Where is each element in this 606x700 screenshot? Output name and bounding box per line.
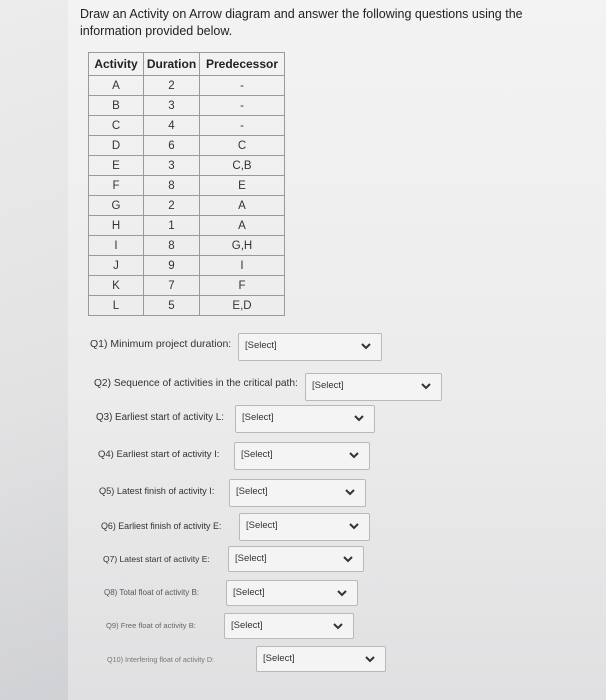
activity-table: [88, 52, 285, 316]
question-3-dropdown[interactable]: [235, 405, 375, 433]
cell-duration: 8: [144, 176, 200, 196]
table-row: [89, 196, 285, 216]
cell-activity: J: [89, 256, 144, 276]
cell-duration: 4: [144, 116, 200, 136]
chevron-down-icon: [347, 519, 361, 533]
cell-activity: H: [89, 216, 144, 236]
cell-activity: F: [89, 176, 144, 196]
cell-predecessor: A: [200, 216, 285, 236]
header-duration: Duration: [144, 53, 200, 76]
cell-activity: D: [89, 136, 144, 156]
cell-activity: A: [89, 76, 144, 96]
cell-predecessor: E,D: [200, 296, 285, 316]
cell-duration: 1: [144, 216, 200, 236]
table-row: [89, 136, 285, 156]
cell-duration: 2: [144, 196, 200, 216]
instructions-text: Draw an Activity on Arrow diagram and answer the following questions using the information provided below.: [80, 7, 523, 38]
question-8-label: Q8) Total float of activity B:: [104, 588, 200, 597]
question-8-value: [Select]: [233, 587, 265, 598]
question-9-value: [Select]: [231, 620, 263, 631]
question-7-dropdown[interactable]: [228, 546, 364, 572]
question-5-label: Q5) Latest finish of activity I:: [99, 486, 215, 496]
cell-duration: 7: [144, 276, 200, 296]
question-4-dropdown[interactable]: [234, 442, 370, 470]
table-row: [89, 76, 285, 96]
cell-predecessor: A: [200, 196, 285, 216]
question-1-label: Q1) Minimum project duration:: [90, 338, 232, 350]
cell-predecessor: F: [200, 276, 285, 296]
question-8-dropdown[interactable]: [226, 580, 358, 606]
table-row: [89, 176, 285, 196]
question-2-dropdown[interactable]: [305, 373, 442, 401]
question-9-dropdown[interactable]: [224, 613, 354, 639]
cell-predecessor: C,B: [200, 156, 285, 176]
question-10-dropdown[interactable]: [256, 646, 386, 672]
table-row: [89, 236, 285, 256]
chevron-down-icon: [347, 448, 361, 462]
table-row: [89, 116, 285, 136]
table-row: [89, 256, 285, 276]
cell-duration: 5: [144, 296, 200, 316]
cell-activity: C: [89, 116, 144, 136]
cell-predecessor: -: [200, 116, 285, 136]
question-6-label: Q6) Earliest finish of activity E:: [101, 521, 222, 531]
chevron-down-icon: [359, 339, 373, 353]
cell-duration: 9: [144, 256, 200, 276]
table-header-row: [89, 53, 285, 76]
table-row: [89, 276, 285, 296]
cell-activity: E: [89, 156, 144, 176]
question-5-dropdown[interactable]: [229, 479, 366, 507]
question-7-label: Q7) Latest start of activity E:: [103, 554, 210, 564]
question-2-label: Q2) Sequence of activities in the critical path:: [94, 378, 298, 389]
cell-predecessor: E: [200, 176, 285, 196]
cell-duration: 3: [144, 156, 200, 176]
chevron-down-icon: [352, 411, 366, 425]
chevron-down-icon: [331, 619, 345, 633]
cell-duration: 3: [144, 96, 200, 116]
question-10-value: [Select]: [263, 653, 295, 664]
cell-predecessor: G,H: [200, 236, 285, 256]
question-6-dropdown[interactable]: [239, 513, 370, 541]
question-2-value: [Select]: [312, 380, 344, 391]
cell-duration: 2: [144, 76, 200, 96]
chevron-down-icon: [419, 379, 433, 393]
table-row: [89, 96, 285, 116]
header-activity: Activity: [89, 53, 144, 76]
cell-predecessor: -: [200, 96, 285, 116]
question-3-label: Q3) Earliest start of activity L:: [96, 412, 224, 423]
question-7-value: [Select]: [235, 553, 267, 564]
cell-predecessor: -: [200, 76, 285, 96]
table-row: [89, 216, 285, 236]
question-1-value: [Select]: [245, 340, 277, 351]
cell-activity: L: [89, 296, 144, 316]
cell-activity: K: [89, 276, 144, 296]
question-1-dropdown[interactable]: [238, 333, 382, 361]
chevron-down-icon: [341, 552, 355, 566]
question-4-value: [Select]: [241, 449, 273, 460]
chevron-down-icon: [343, 485, 357, 499]
question-5-value: [Select]: [236, 486, 268, 497]
chevron-down-icon: [335, 586, 349, 600]
question-4-label: Q4) Earliest start of activity I:: [98, 449, 220, 460]
question-10-label: Q10) Interfering float of activity D:: [107, 655, 215, 664]
header-predecessor: Predecessor: [200, 53, 285, 76]
cell-predecessor: C: [200, 136, 285, 156]
cell-activity: B: [89, 96, 144, 116]
table-row: [89, 296, 285, 316]
cell-duration: 8: [144, 236, 200, 256]
question-6-value: [Select]: [246, 520, 278, 531]
cell-activity: I: [89, 236, 144, 256]
chevron-down-icon: [363, 652, 377, 666]
cell-activity: G: [89, 196, 144, 216]
question-9-label: Q9) Free float of activity B:: [106, 621, 196, 630]
question-3-value: [Select]: [242, 412, 274, 423]
cell-predecessor: I: [200, 256, 285, 276]
table-row: [89, 156, 285, 176]
cell-duration: 6: [144, 136, 200, 156]
